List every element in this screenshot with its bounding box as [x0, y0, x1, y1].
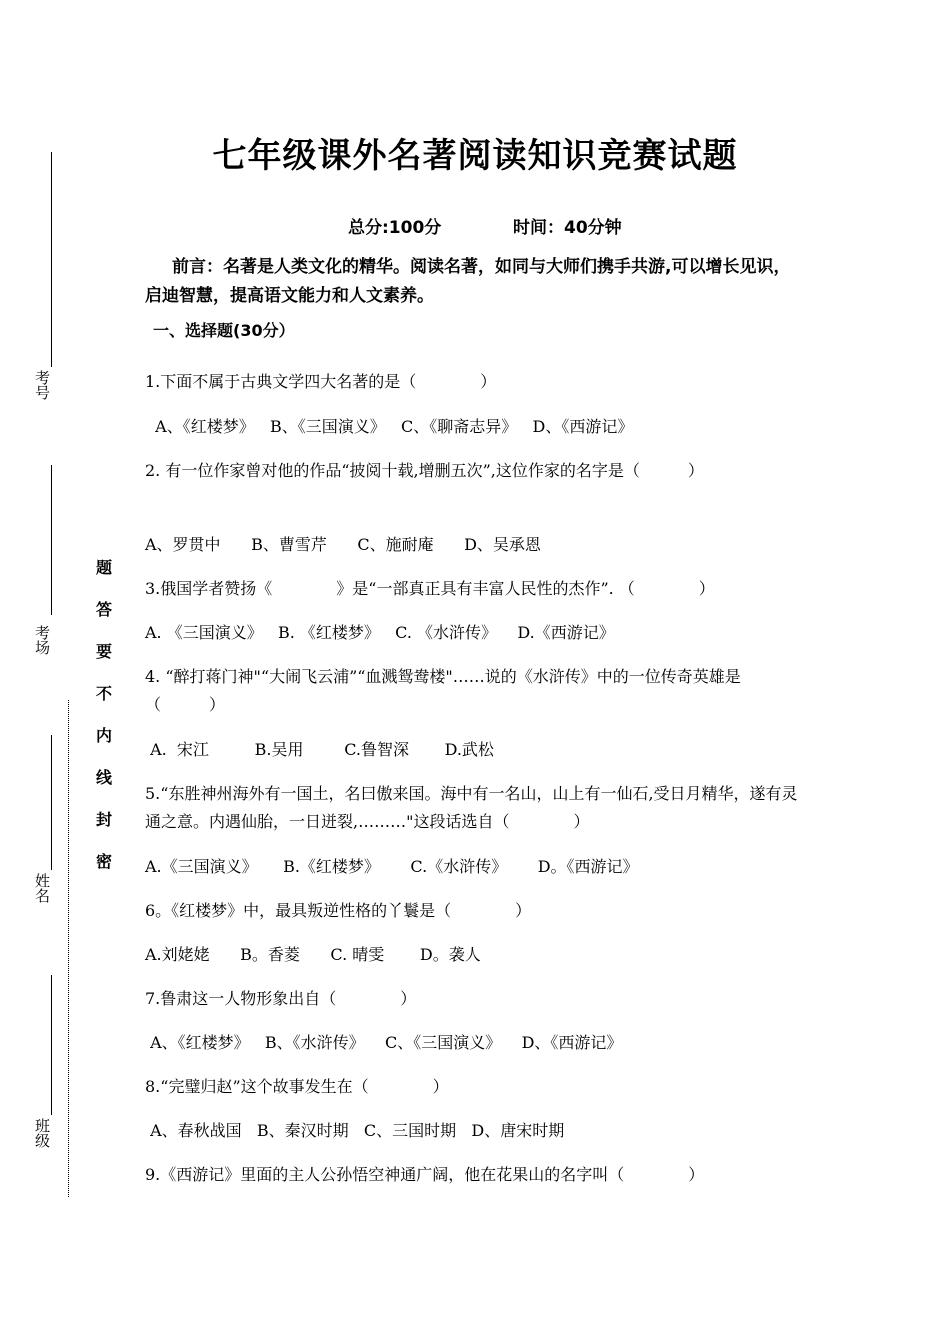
exam-no-line [51, 152, 52, 367]
seal-char: 封 [95, 810, 112, 829]
question-1-options: A、《红楼梦》 B、《三国演义》 C、《聊斋志异》 D、《西游记》 [145, 417, 634, 436]
total-score: 总分:100分 [348, 218, 442, 238]
section-heading: 一、选择题(30分） [153, 321, 295, 340]
question-7-options: A、《红楼梦》 B、《水浒传》 C、《三国演义》 D、《西游记》 [145, 1033, 623, 1052]
preface: 前言：名著是人类文化的精华。阅读名著，如同与大师们携手共游,可以增长见识，启迪智慧，提高语文能力和人文素养。 [145, 257, 791, 306]
seal-dotted-line [68, 700, 69, 1197]
seal-warning [93, 555, 115, 891]
question-5: 5.“东胜神州海外有一国土，名曰傲来国。海中有一名山，山上有一仙石,受日月精华，遂有灵通之意。内遇仙胎，一日迸裂,………"这段话选自（ ） [145, 784, 798, 831]
question-1: 1.下面不属于古典文学四大名著的是（ ） [145, 372, 497, 391]
seal-char: 密 [95, 852, 112, 871]
seal-char: 不 [95, 684, 112, 703]
question-3-options: A. 《三国演义》 B. 《红楼梦》 C. 《水浒传》 D.《西游记》 [145, 623, 615, 642]
class-label: 班级 [33, 1118, 51, 1148]
name-line [51, 735, 52, 870]
exam-room-label: 考场 [33, 625, 51, 655]
question-3: 3.俄国学者赞扬《 》是“一部真正具有丰富人民性的杰作”. （ ） [145, 579, 715, 598]
question-6: 6。《红楼梦》中，最具叛逆性格的丫鬟是（ ） [145, 901, 532, 920]
seal-char: 线 [95, 768, 112, 787]
class-line [51, 975, 52, 1115]
page-title: 七年级课外名著阅读知识竞赛试题 [212, 136, 738, 176]
exam-room-line [51, 465, 52, 615]
exam-no-label: 考号 [33, 370, 51, 400]
seal-char: 要 [95, 642, 112, 661]
question-6-options: A.刘姥姥 B。香菱 C. 晴雯 D。袭人 [145, 945, 481, 964]
seal-char: 题 [95, 558, 112, 577]
question-2-options: A、罗贯中 B、曹雪芹 C、施耐庵 D、吴承恩 [145, 535, 541, 554]
question-9: 9.《西游记》里面的主人公孙悟空神通广阔，他在花果山的名字叫（ ） [145, 1165, 705, 1184]
name-label: 姓名 [33, 873, 51, 903]
question-7: 7.鲁肃这一人物形象出自（ ） [145, 989, 417, 1008]
seal-char: 内 [95, 726, 112, 745]
time-limit: 时间：40分钟 [513, 218, 622, 238]
question-4-options: A. 宋江 B.吴用 C.鲁智深 D.武松 [145, 740, 494, 759]
seal-char: 答 [95, 600, 112, 619]
question-8-options: A、春秋战国 B、秦汉时期 C、三国时期 D、唐宋时期 [145, 1121, 565, 1140]
question-4: 4. “醉打蒋门神"“大闹飞云浦”“血溅鸳鸯楼"……说的《水浒传》中的一位传奇英雄是（ ） [145, 667, 741, 714]
question-2: 2. 有一位作家曾对他的作品“披阅十载,增删五次”,这位作家的名字是（ ） [145, 461, 704, 480]
question-8: 8.“完璧归赵”这个故事发生在（ ） [145, 1077, 449, 1096]
question-5-options: A.《三国演义》 B.《红楼梦》 C.《水浒传》 D。《西游记》 [145, 857, 639, 876]
